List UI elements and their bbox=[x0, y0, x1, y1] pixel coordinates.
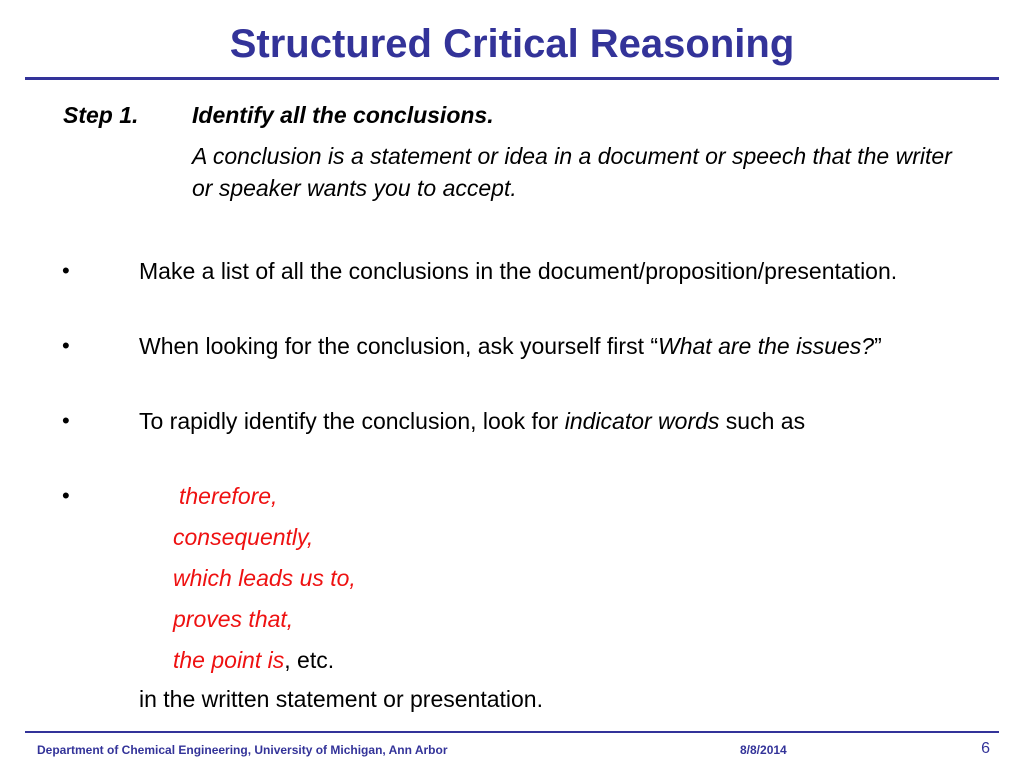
indicator-word-text: the point is bbox=[173, 647, 285, 673]
bullet-text-part: When looking for the conclusion, ask yourself first “ bbox=[139, 333, 659, 359]
indicator-word-therefore: therefore, bbox=[179, 483, 278, 509]
title-divider bbox=[25, 77, 999, 80]
step-label: Step 1. bbox=[63, 102, 139, 128]
step-definition: A conclusion is a statement or idea in a document or speech that the writer or speaker wants you to accept. bbox=[192, 143, 952, 201]
indicator-word-which-leads-us-to: which leads us to, bbox=[173, 565, 356, 591]
indicator-word-the-point-is bbox=[173, 644, 334, 676]
bullet-text-italic: indicator words bbox=[564, 408, 720, 434]
slide-title: Structured Critical Reasoning bbox=[229, 22, 795, 66]
bullet-text-part: ” bbox=[874, 333, 882, 359]
bullet-symbol: • bbox=[62, 333, 70, 358]
bullet-symbol: • bbox=[62, 408, 70, 433]
footer-department: Department of Chemical Engineering, University of Michigan, Ann Arbor bbox=[37, 743, 448, 757]
bullet-symbol: • bbox=[62, 483, 70, 508]
bullet-text-italic: What are the issues? bbox=[658, 333, 875, 359]
footer-divider bbox=[25, 731, 999, 733]
indicator-word-consequently: consequently, bbox=[173, 524, 314, 550]
bullet-text-ask-issues bbox=[139, 330, 959, 362]
footer-date: 8/8/2014 bbox=[740, 743, 787, 757]
page-number: 6 bbox=[981, 740, 990, 757]
bullet-text-indicator-words bbox=[139, 405, 939, 437]
indicator-suffix: , etc. bbox=[284, 647, 335, 673]
bullet-symbol: • bbox=[62, 258, 70, 283]
bullet-text-part: such as bbox=[719, 408, 806, 434]
indicator-word-proves-that: proves that, bbox=[173, 606, 294, 632]
bullet-text-list-conclusions: Make a list of all the conclusions in the document/proposition/presentation. bbox=[139, 258, 898, 284]
bullet-text-part: To rapidly identify the conclusion, look for bbox=[139, 408, 565, 434]
step-heading: Identify all the conclusions. bbox=[192, 102, 494, 128]
closing-line: in the written statement or presentation. bbox=[139, 686, 543, 712]
